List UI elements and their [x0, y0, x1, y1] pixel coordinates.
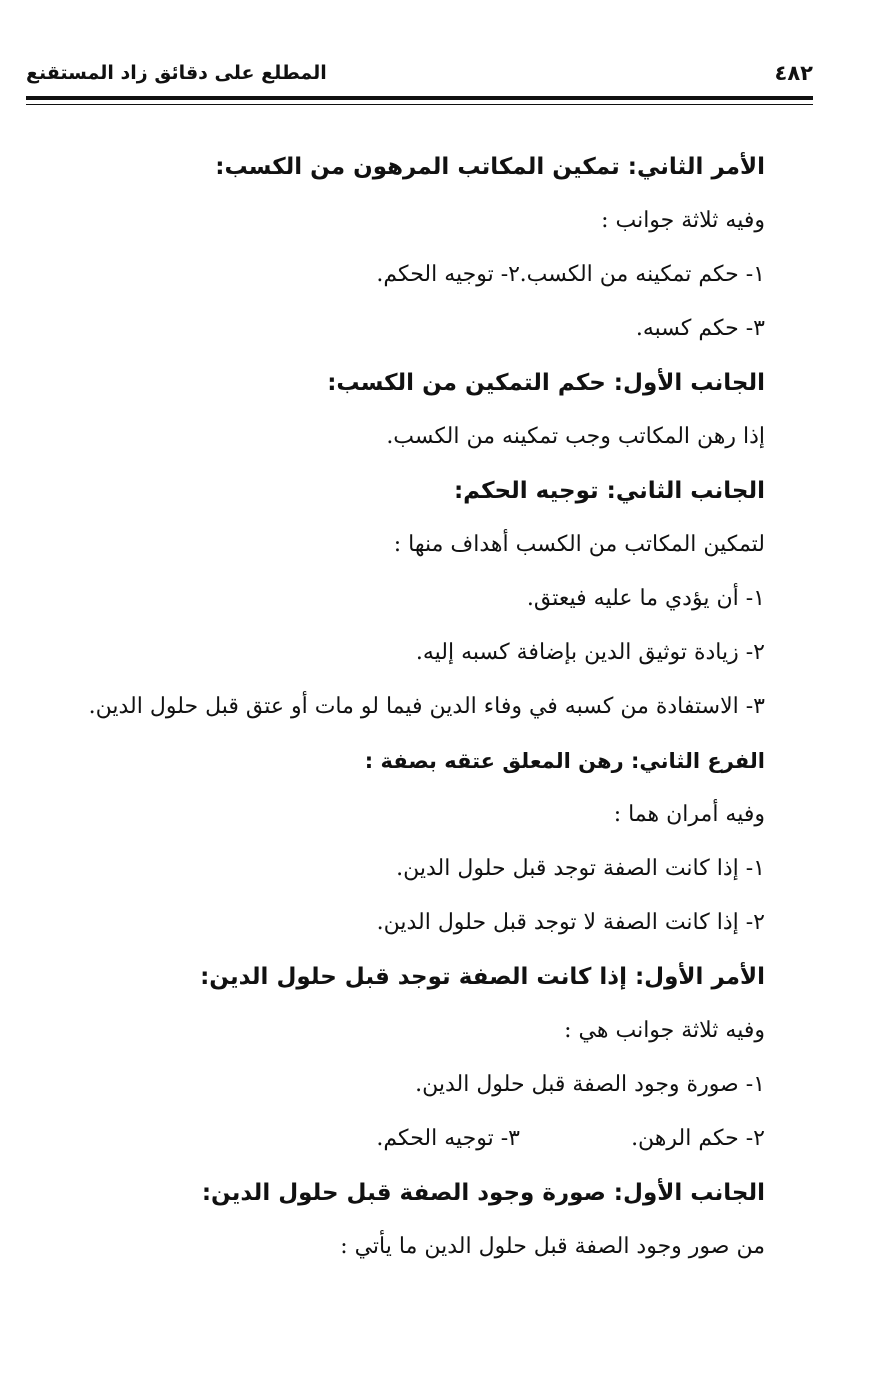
page-number: ٤٨٢ [774, 61, 813, 85]
branch-heading: الفرع الثاني: رهن المعلق عتقه بصفة : [364, 749, 765, 773]
paragraph: وفيه أمران هما : [613, 802, 765, 827]
page-body [65, 140, 765, 1274]
running-title: المطلع على دقائق زاد المستقنع [26, 62, 327, 84]
list-item: ١- صورة وجود الصفة قبل حلول الدين. [415, 1072, 765, 1097]
list-item: ١- إذا كانت الصفة توجد قبل حلول الدين. [396, 856, 765, 881]
list-item: ٣- الاستفادة من كسبه في وفاء الدين فيما لو مات أو عتق قبل حلول الدين. [88, 694, 765, 719]
list-item: ٢- إذا كانت الصفة لا توجد قبل حلول الدين. [376, 910, 765, 935]
header-rule-thin [26, 104, 813, 105]
list-item: ٣- حكم كسبه. [635, 316, 765, 341]
subsection-heading: الجانب الأول: حكم التمكين من الكسب: [327, 370, 765, 396]
paragraph: وفيه ثلاثة جوانب : [601, 208, 765, 233]
list-item: ٢- زيادة توثيق الدين بإضافة كسبه إليه. [415, 640, 765, 665]
section-heading: الأمر الثاني: تمكين المكاتب المرهون من الكسب: [215, 154, 765, 180]
list-item: ١- حكم تمكينه من الكسب. [519, 262, 765, 287]
paragraph: من صور وجود الصفة قبل حلول الدين ما يأتي : [340, 1234, 765, 1259]
paragraph: إذا رهن المكاتب وجب تمكينه من الكسب. [386, 424, 765, 449]
two-column-list-row [65, 1112, 765, 1166]
paragraph: وفيه ثلاثة جوانب هي : [564, 1018, 765, 1043]
two-column-list-row [65, 248, 765, 302]
section-heading: الأمر الأول: إذا كانت الصفة توجد قبل حلول الدين: [200, 964, 765, 990]
list-item: ٢- حكم الرهن. [631, 1126, 765, 1151]
list-item: ٢- توجيه الحكم. [376, 262, 520, 287]
list-item: ٣- توجيه الحكم. [376, 1126, 520, 1151]
page-header [26, 58, 813, 92]
header-rule-thick [26, 96, 813, 100]
subsection-heading: الجانب الثاني: توجيه الحكم: [453, 478, 765, 504]
subsection-heading: الجانب الأول: صورة وجود الصفة قبل حلول الدين: [201, 1180, 765, 1206]
list-item: ١- أن يؤدي ما عليه فيعتق. [526, 586, 765, 611]
paragraph: لتمكين المكاتب من الكسب أهداف منها : [393, 532, 765, 557]
